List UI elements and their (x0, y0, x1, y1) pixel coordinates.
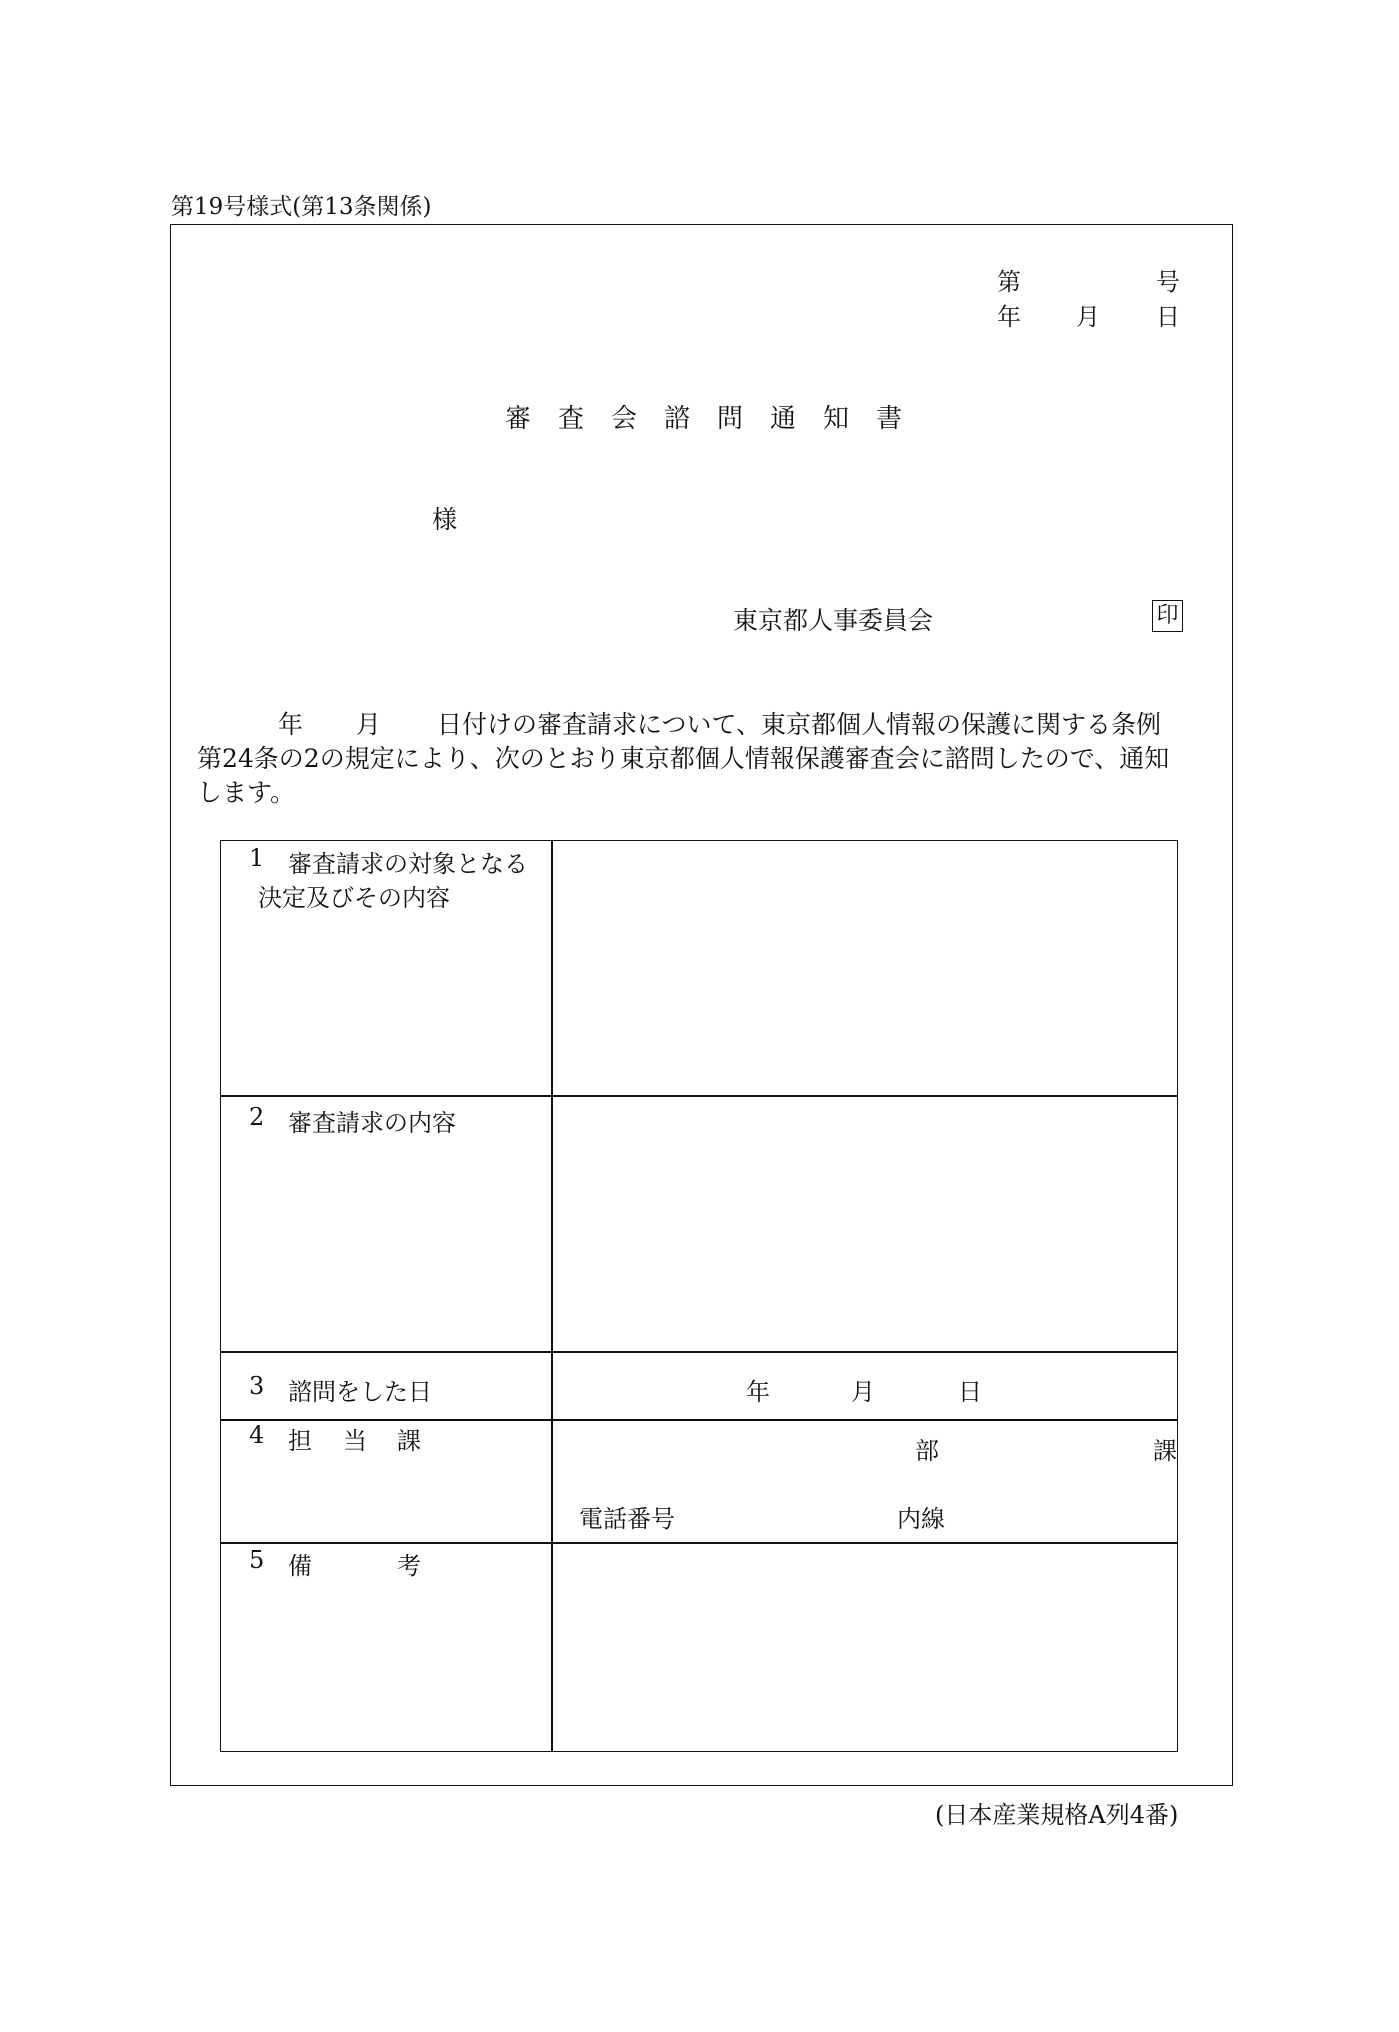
body-line1: 日付けの審査請求について、東京都個人情報の保護に関する条例 (437, 710, 1162, 739)
row3-label: 諮問をした日 (288, 1378, 432, 1406)
date-month: 月 (1076, 303, 1100, 331)
document-title: 審査会諮問通知書 (505, 404, 930, 434)
row3-year: 年 (746, 1378, 770, 1406)
row4-label-1: 担 (288, 1427, 312, 1455)
issuer-name: 東京都人事委員会 (733, 606, 934, 635)
row5-label-2: 考 (397, 1552, 421, 1580)
row4-extension-label: 内線 (897, 1505, 945, 1533)
row4-department: 部 (915, 1437, 939, 1465)
row4-label-2: 当 (343, 1427, 367, 1455)
table-divider (551, 841, 553, 1751)
number-suffix: 号 (1156, 268, 1180, 296)
body-line2: 第24条の2の規定により、次のとおり東京都個人情報保護審査会に諮問したので、通知 (197, 744, 1170, 773)
row1-label-cont: 決定及びその内容 (258, 884, 450, 912)
row5-number: 5 (249, 1546, 265, 1574)
row4-label-3: 課 (397, 1427, 421, 1455)
row5-label-1: 備 (288, 1552, 312, 1580)
row3-month: 月 (851, 1378, 875, 1406)
date-day: 日 (1156, 303, 1180, 331)
row2-number: 2 (249, 1103, 265, 1131)
row1-label: 審査請求の対象となる (288, 850, 528, 878)
inquiry-table (220, 840, 1178, 1752)
date-year: 年 (997, 303, 1021, 331)
form-number-label: 第19号様式(第13条関係) (171, 194, 432, 220)
row3-number: 3 (249, 1372, 265, 1400)
row-divider (221, 1095, 1177, 1097)
body-month: 月 (356, 710, 382, 739)
row3-day: 日 (958, 1378, 982, 1406)
body-year: 年 (278, 710, 304, 739)
row4-number: 4 (249, 1421, 265, 1449)
row4-section: 課 (1153, 1437, 1177, 1465)
seal-mark: 印 (1152, 600, 1183, 632)
row4-phone-label: 電話番号 (579, 1505, 675, 1533)
row-divider (221, 1351, 1177, 1353)
row-divider (221, 1542, 1177, 1544)
row2-label: 審査請求の内容 (288, 1109, 456, 1137)
body-line3: します。 (197, 778, 296, 807)
row1-number: 1 (249, 844, 265, 872)
addressee-suffix: 様 (432, 505, 458, 534)
number-prefix: 第 (997, 268, 1021, 296)
paper-size-note: (日本産業規格A列4番) (935, 1801, 1179, 1829)
